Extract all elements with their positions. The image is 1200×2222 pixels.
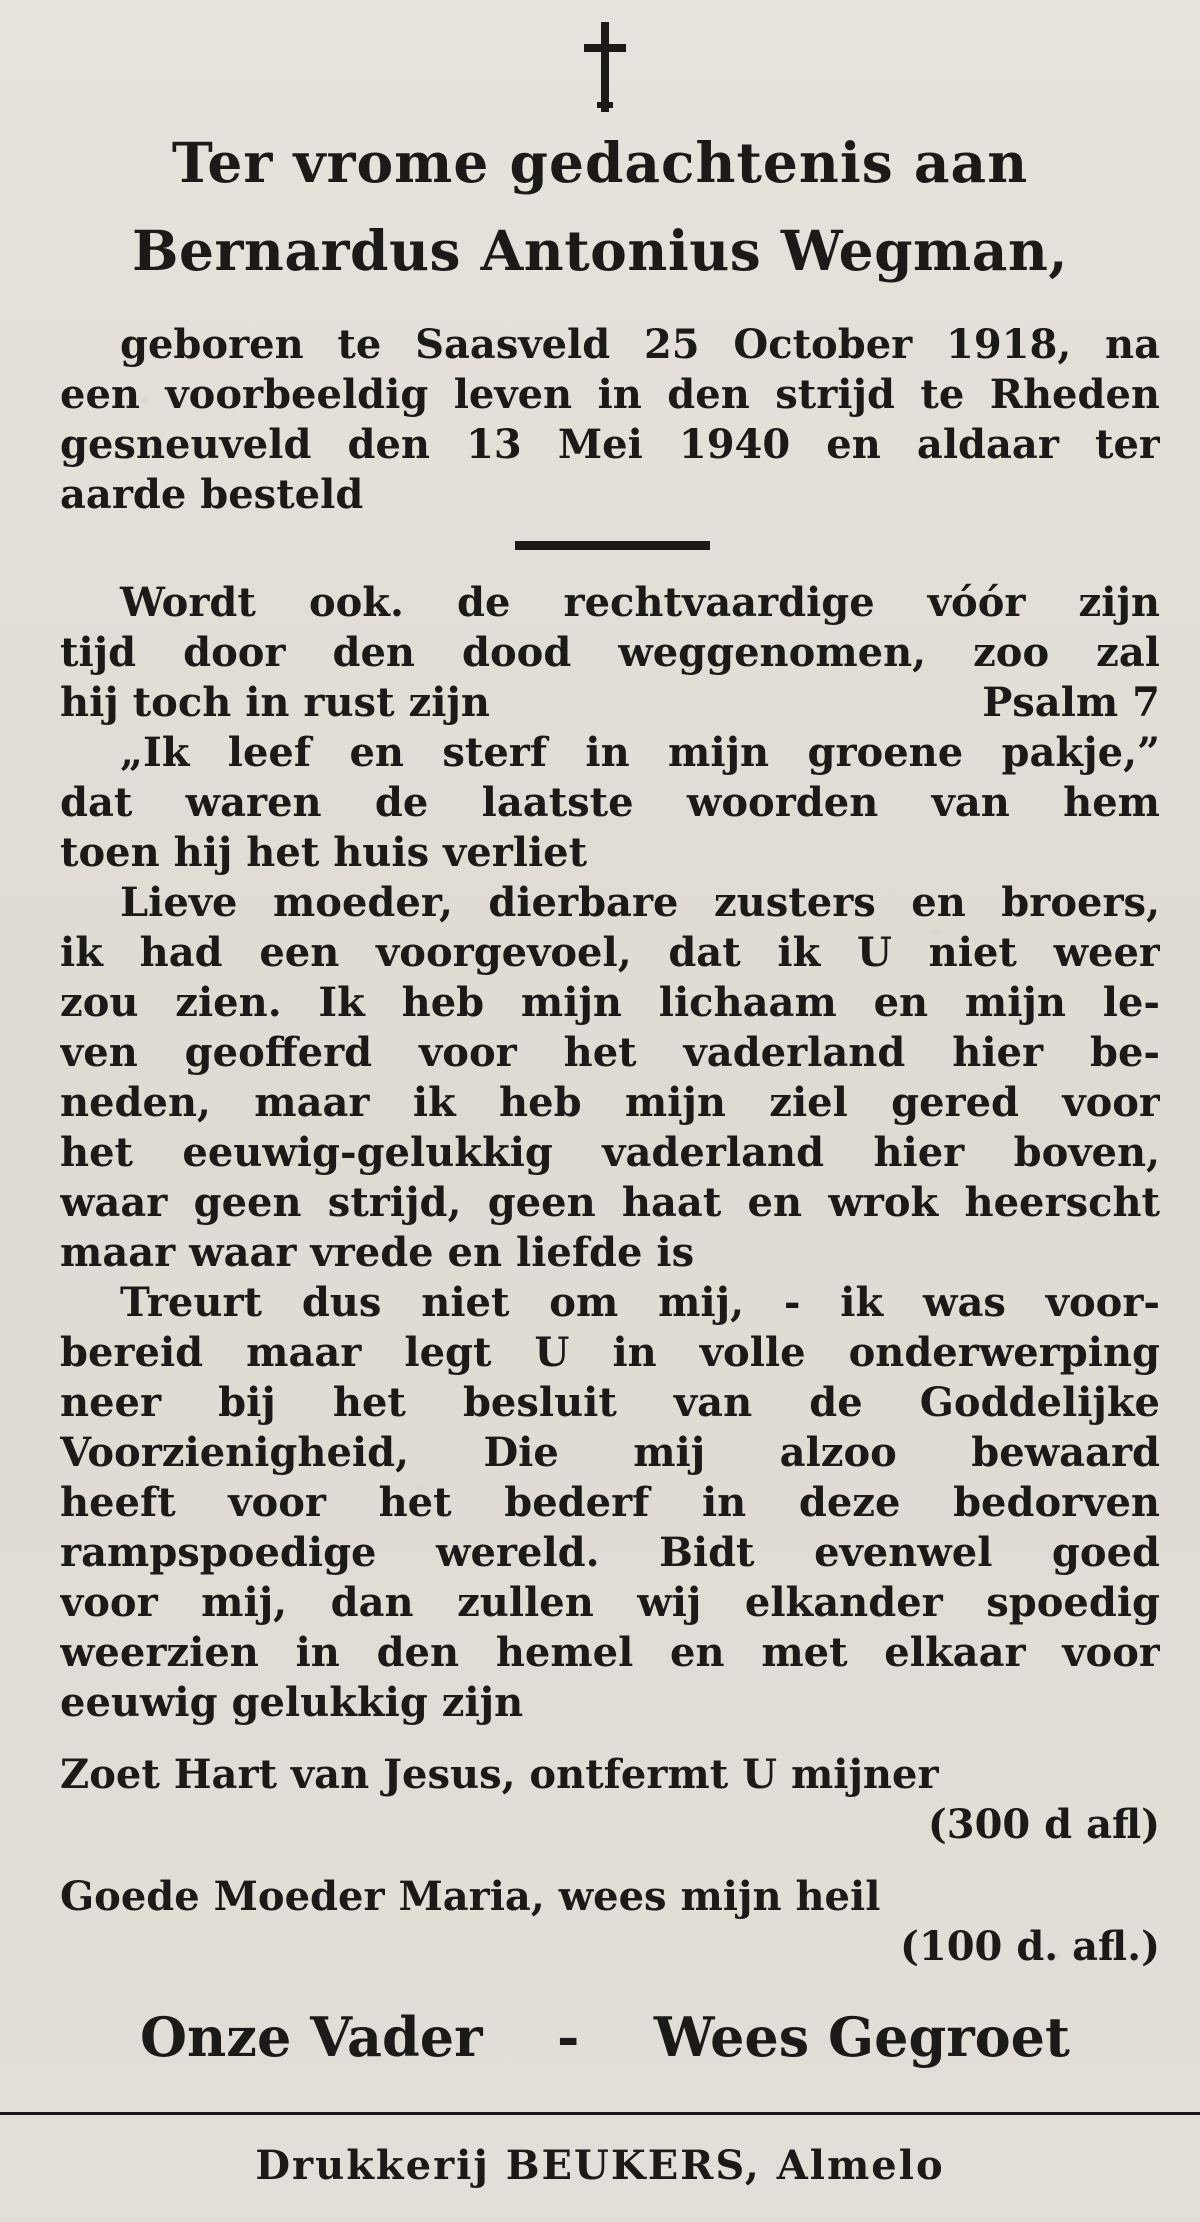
text-line: heeft voor het bederf in deze bedorven [60, 1479, 1160, 1526]
prayer-line: Zoet Hart van Jesus, ontfermt U mijner [60, 1751, 939, 1798]
text-line: „Ik leef en sterf in mijn groene pakje,” [120, 729, 1160, 776]
text-line: waar geen strijd, geen haat en wrok heerscht [60, 1179, 1160, 1226]
text-line: Wordt ook. de rechtvaardige vóór zijn [120, 579, 1160, 626]
text-line: eeuwig gelukkig zijn [60, 1679, 524, 1726]
prayer-our-father: Onze Vader [140, 2005, 483, 2069]
text-line: weerzien in den hemel en met elkaar voor [60, 1629, 1160, 1676]
closing-prayers [140, 2005, 1070, 2069]
text-line: bereid maar legt U in volle onderwerping [60, 1329, 1160, 1376]
text-line: neden, maar ik heb mijn ziel gered voor [60, 1079, 1160, 1126]
text-line: ik had een voorgevoel, dat ik U niet weer [60, 929, 1160, 976]
footer-rule [0, 2112, 1200, 2115]
text-line: tijd door den dood weggenomen, zoo zal [60, 629, 1160, 676]
text-line: neer bij het besluit van de Goddelijke [60, 1379, 1160, 1426]
text-line: toen hij het huis verliet [60, 829, 588, 876]
birth-paragraph [60, 320, 1160, 520]
indulgence-note: (100 d. afl.) [899, 1923, 1160, 1970]
heading-intro: Ter vrome gedachtenis aan [171, 130, 1029, 195]
text-line [60, 678, 1160, 728]
text-line: Voorzienigheid, Die mij alzoo bewaard [60, 1429, 1160, 1476]
text-line: het eeuwig-gelukkig vaderland hier boven, [60, 1129, 1160, 1176]
text-line: gesneuveld den 13 Mei 1940 en aldaar ter [60, 421, 1160, 468]
text-line: maar waar vrede en liefde is [60, 1229, 695, 1276]
prayer-hail-mary: Wees Gegroet [653, 2005, 1070, 2069]
text-line: ven geofferd voor het vaderland hier be- [60, 1029, 1160, 1076]
separator-dash: - [557, 2005, 580, 2069]
text-line: dat waren de laatste woorden van hem [60, 779, 1160, 826]
text-line: een voorbeeldig leven in den strijd te Rheden [60, 371, 1160, 418]
divider-rule [515, 541, 710, 550]
body-text [60, 578, 1160, 1728]
cross-icon [580, 22, 630, 112]
deceased-name: Bernardus Antonius Wegman, [131, 218, 1069, 283]
text-line: zou zien. Ik heb mijn lichaam en mijn le- [60, 979, 1160, 1026]
psalm-reference: Psalm 7 [982, 679, 1160, 726]
prayers [60, 1750, 1160, 1972]
text-line: aarde besteld [60, 471, 364, 518]
text-line: Treurt dus niet om mij, - ik was voor- [120, 1279, 1160, 1326]
printer-credit: Drukkerij BEUKERS, Almelo [255, 2142, 945, 2189]
text-line: voor mij, dan zullen wij elkander spoedig [60, 1579, 1160, 1626]
text-line: Lieve moeder, dierbare zusters en broers, [120, 879, 1160, 926]
text-line: rampspoedige wereld. Bidt evenwel goed [60, 1529, 1160, 1576]
prayer-line: Goede Moeder Maria, wees mijn heil [60, 1873, 881, 1920]
text-fragment: hij toch in rust zijn [60, 679, 490, 726]
text-line: geboren te Saasveld 25 October 1918, na [120, 321, 1160, 368]
indulgence-note: (300 d afl) [927, 1801, 1160, 1848]
